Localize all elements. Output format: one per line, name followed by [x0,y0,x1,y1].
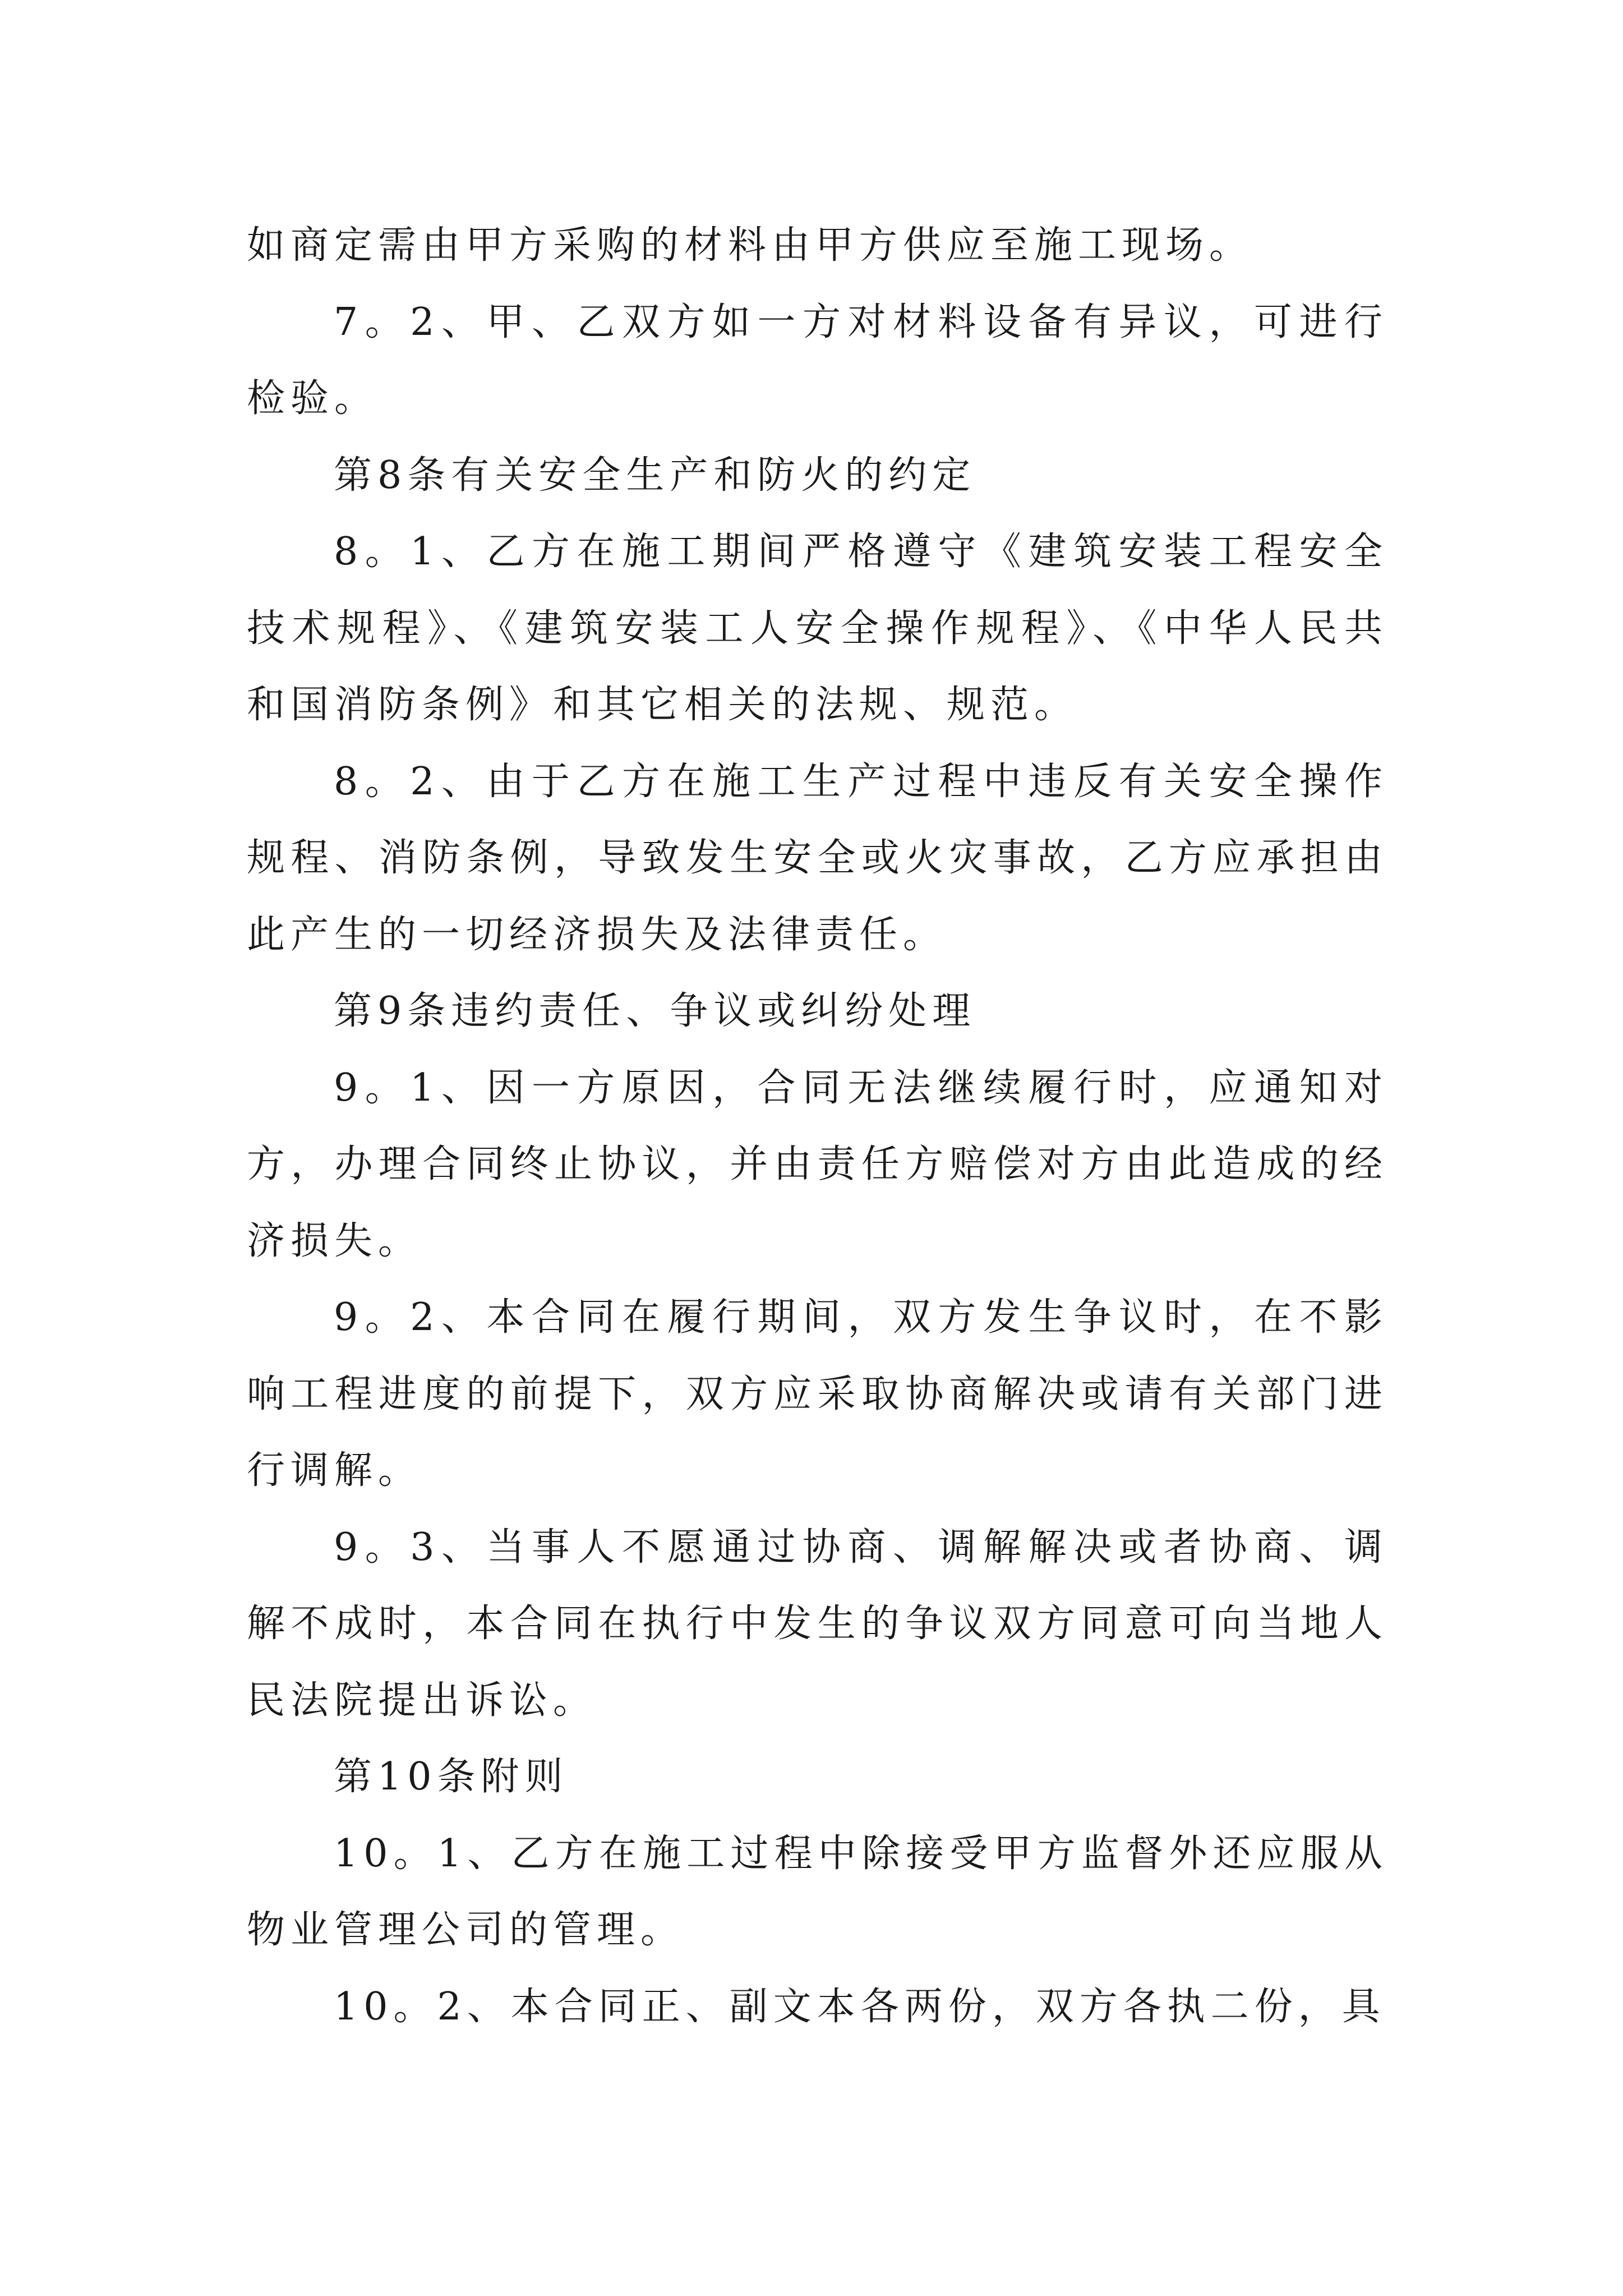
clause-8-1: 8。1、乙方在施工期间严格遵守《建筑安装工程安全技术规程》、《建筑安装工人安全操作规程》、《中华人民共和国消防条例》和其它相关的法规、规范。 [247,530,1388,727]
clause-9-1: 9。1、因一方原因，合同无法继续履行时，应通知对方，办理合同终止协议，并由责任方赔偿对方由此造成的经济损失。 [247,1065,1388,1263]
document-body [247,208,1388,2045]
clause-9-3: 9。3、当事人不愿通过协商、调解解决或者协商、调解不成时，本合同在执行中发生的争议双方同意可向当地人民法院提出诉讼。 [247,1525,1388,1723]
clause-10-2: 10。2、本合同正、副文本各两份，双方各执二份，具 [334,1984,1386,2029]
clause-10-1: 10。1、乙方在施工过程中除接受甲方监督外还应服从物业管理公司的管理。 [247,1831,1388,1952]
clause-9-2: 9。2、本合同在履行期间，双方发生争议时，在不影响工程进度的前提下，双方应采取协商解决或请有关部门进行调解。 [247,1295,1388,1493]
article-8-heading: 第8条有关安全生产和防火的约定 [334,453,976,498]
clause-7-2: 7。2、甲、乙双方如一方对材料设备有异议，可进行检验。 [247,300,1388,421]
article-9-heading: 第9条违约责任、争议或纠纷处理 [334,989,976,1033]
paragraph-material-supply: 如商定需由甲方采购的材料由甲方供应至施工现场。 [247,223,1253,268]
article-10-heading: 第10条附则 [334,1755,569,1799]
clause-8-2: 8。2、由于乙方在施工生产过程中违反有关安全操作规程、消防条例，导致发生安全或火灾事故，乙方应承担由此产生的一切经济损失及法律责任。 [247,759,1388,957]
